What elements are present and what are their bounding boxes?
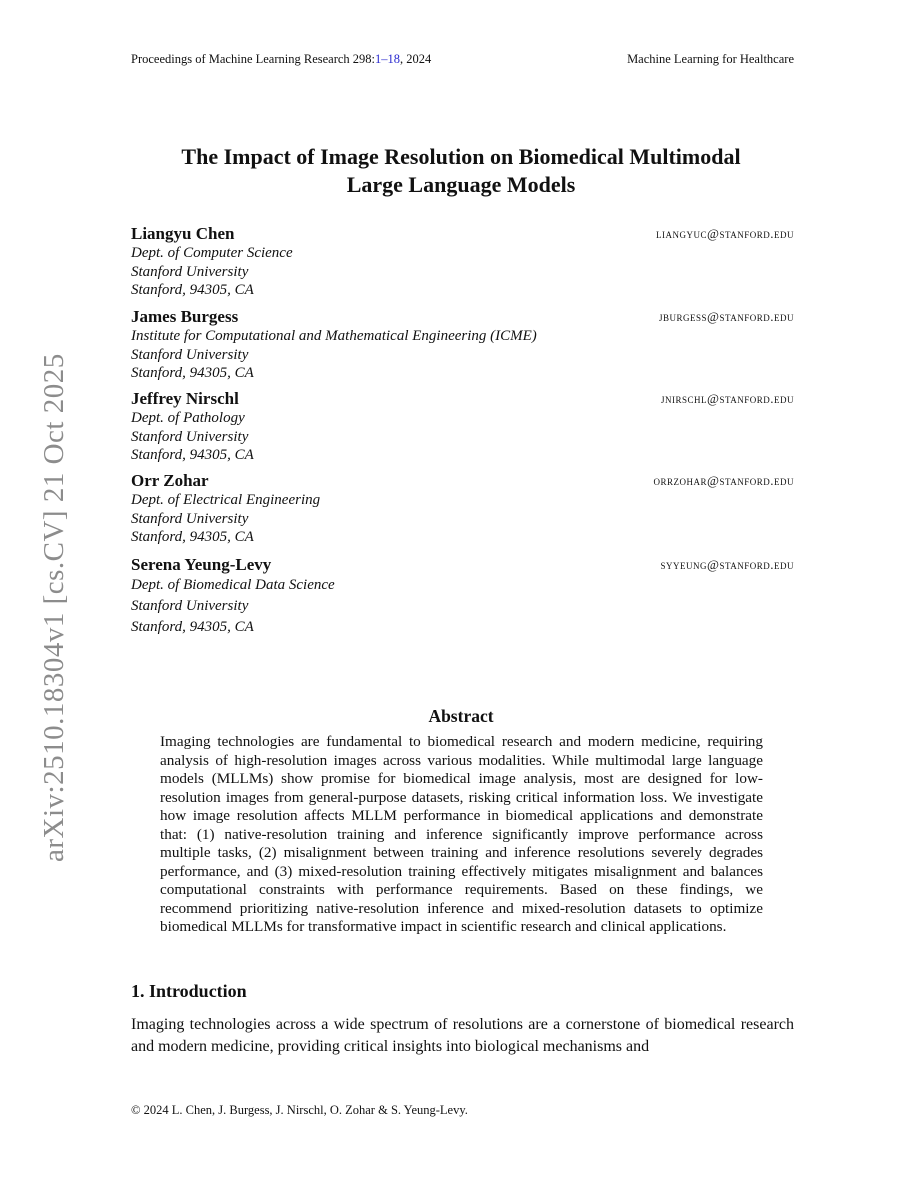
- author-university: Stanford University: [131, 346, 249, 363]
- author-email[interactable]: jnirschl@stanford.edu: [660, 391, 794, 406]
- author-email[interactable]: orrzohar@stanford.edu: [653, 473, 794, 488]
- author-department: Institute for Computational and Mathematical Engineering (ICME): [131, 328, 537, 344]
- title-line-2: Large Language Models: [346, 172, 576, 197]
- proceedings-label: Proceedings of Machine Learning Research 298:: [131, 52, 376, 66]
- author-department: Dept. of Pathology: [131, 410, 245, 426]
- author-block: [131, 307, 794, 383]
- arxiv-stamp: arXiv:2510.18304v1 [cs.CV] 21 Oct 2025: [38, 353, 70, 862]
- author-location: Stanford, 94305, CA: [131, 365, 254, 381]
- author-location: Stanford, 94305, CA: [131, 619, 254, 635]
- author-name: Jeffrey Nirschl: [131, 389, 239, 408]
- paper-title: [0, 143, 922, 199]
- page-range-link[interactable]: 1–18: [375, 52, 401, 66]
- author-email[interactable]: syyeung@stanford.edu: [660, 557, 794, 572]
- title-line-1: The Impact of Image Resolution on Biomedical Multimodal: [181, 144, 741, 169]
- author-name: James Burgess: [131, 307, 239, 326]
- author-department: Dept. of Biomedical Data Science: [131, 577, 335, 593]
- running-header-right: Machine Learning for Healthcare: [627, 52, 794, 66]
- proceedings-year: , 2024: [400, 52, 432, 66]
- introduction-text: Imaging technologies across a wide spectrum of resolutions are a cornerstone of biomedical research and modern medicine, providing critical insights into biological mechanisms and: [131, 1016, 794, 1055]
- author-email[interactable]: liangyuc@stanford.edu: [655, 226, 794, 241]
- author-university: Stanford University: [131, 598, 249, 614]
- author-block: [131, 224, 794, 300]
- abstract-heading: Abstract: [428, 706, 494, 726]
- section-heading-introduction: 1. Introduction: [131, 981, 247, 1001]
- author-location: Stanford, 94305, CA: [131, 529, 254, 545]
- running-header-left: [131, 52, 431, 67]
- author-email[interactable]: jburgess@stanford.edu: [658, 309, 794, 324]
- author-location: Stanford, 94305, CA: [131, 282, 254, 298]
- author-department: Dept. of Computer Science: [131, 245, 293, 261]
- author-block: [131, 471, 794, 547]
- author-location: Stanford, 94305, CA: [131, 447, 254, 463]
- author-university: Stanford University: [131, 263, 249, 280]
- author-block: [131, 389, 794, 465]
- abstract-text: Imaging technologies are fundamental to biomedical research and modern medicine, requiring analysis of high-resolution images across various modalities. While multimodal large language models (MLLMs) show promise for biomedical image analysis, most are designed for low-resolution images from general-purpose datasets, risking critical information loss. We investigate how image resolution affects MLLM performance in biomedical applications and demonstrate that: (1) native-resolution training and inference significantly improve performance across multiple tasks, (2) misalignment between training and inference resolutions severely degrades performance, and (3) mixed-resolution training effectively mitigates misalignment and balances computational constraints with performance requirements. Based on these findings, we recommend prioritizing native-resolution inference and mixed-resolution datasets to optimize biomedical MLLMs for transformative impact in scientific research and clinical applications.: [160, 733, 763, 935]
- author-university: Stanford University: [131, 428, 249, 445]
- author-department: Dept. of Electrical Engineering: [131, 492, 321, 508]
- author-university: Stanford University: [131, 510, 249, 527]
- author-name: Serena Yeung-Levy: [131, 555, 272, 574]
- author-name: Orr Zohar: [131, 471, 209, 490]
- author-name: Liangyu Chen: [131, 224, 235, 243]
- author-block: [131, 555, 794, 638]
- copyright-footer: © 2024 L. Chen, J. Burgess, J. Nirschl, O. Zohar & S. Yeung-Levy.: [131, 1103, 468, 1117]
